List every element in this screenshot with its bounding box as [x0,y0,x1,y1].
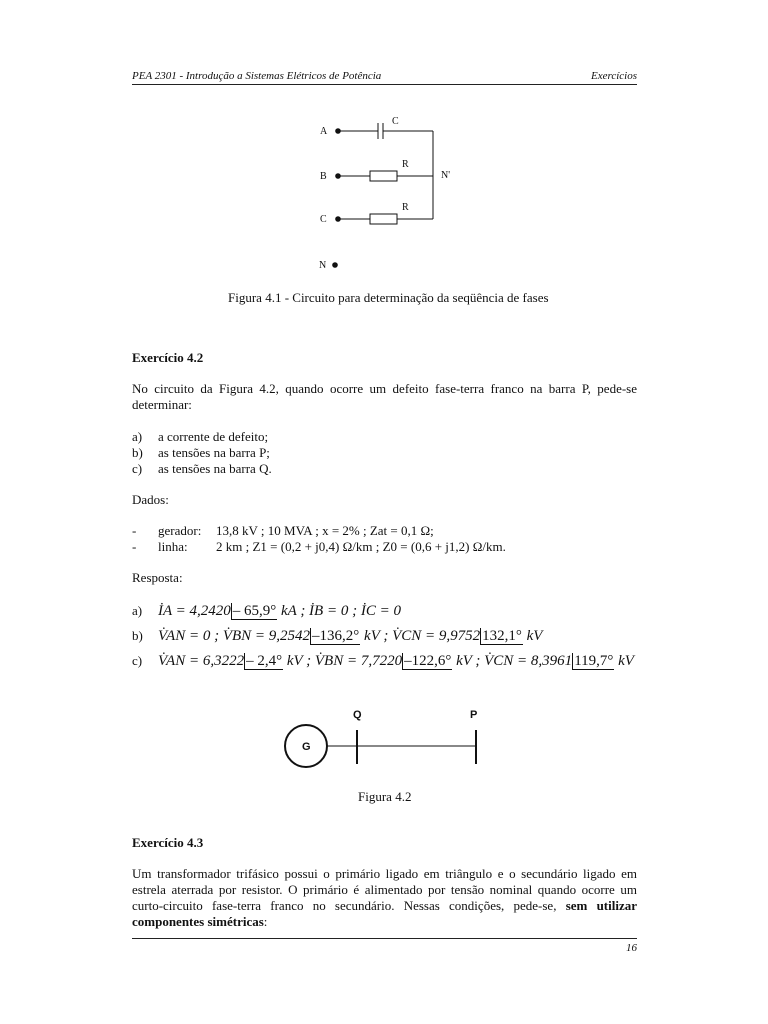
header-title: PEA 2301 - Introdução a Sistemas Elétricos de Potência [132,70,382,82]
list-item: b) as tensões na barra P; [132,445,270,460]
label-bus-q: Q [353,709,362,721]
resistor-c [370,214,397,224]
list-item: a) a corrente de defeito; [132,429,269,444]
label-bus-p: P [470,709,478,721]
dados-gerador: - gerador: 13,8 kV ; 10 MVA ; x = 2% ; Zat = 0,1 Ω; [132,523,434,538]
phasor-angle: –136,2° [312,628,360,644]
exercise-4-2-title: Exercício 4.2 [132,350,204,365]
exercise-4-3-line3: curto-circuito fase-terra franco no secundário. Nessas condições, pede-se, sem utilizar [132,898,638,913]
terminal-n [332,262,338,268]
exercise-4-3-title: Exercício 4.3 [132,835,204,850]
footer-rule [132,938,637,939]
header-rule [132,84,637,85]
exercise-4-2-intro-line2: determinar: [132,397,192,412]
terminal-b [335,173,341,179]
exercise-4-3-line2: estrela aterrada por resistor. O primário é alimentado por tensão nominal quando ocorre um [132,882,637,897]
page-number: 16 [626,942,637,954]
answer-c: c) V̇AN = 6,3222 – 2,4° kV ; V̇BN = 7,7220 –122,6° kV ; V̇CN = 8,3961 119,7° kV [132,653,634,669]
phasor-angle: – 2,4° [246,653,283,669]
terminal-a [335,128,341,134]
answer-a: a) İA = 4,2420 – 65,9° kA ; İB = 0 ; İC = 0 [132,603,401,619]
phasor-angle: – 65,9° [232,603,277,619]
label-c: C [320,214,327,225]
label-resistor-c: R [402,202,409,213]
terminal-c [335,216,341,222]
header-section: Exercícios [590,70,637,82]
figure-4-2-caption: Figura 4.2 [358,789,412,804]
figure-4-1-caption: Figura 4.1 - Circuito para determinação da seqüência de fases [228,290,549,305]
label-n: N [319,260,327,271]
dados-label: Dados: [132,492,169,507]
label-b: B [320,171,327,182]
label-resistor-b: R [402,159,409,170]
figure-4-1-circuit [300,108,480,278]
exercise-4-3-line1: Um transformador trifásico possui o primário ligado em triângulo e o secundário ligado em [132,866,637,881]
list-item: c) as tensões na barra Q. [132,461,272,476]
answer-b: b) V̇AN = 0 ; V̇BN = 9,2542 –136,2° kV ; V̇CN = 9,9752 132,1° kV [132,628,543,644]
phasor-angle: 119,7° [574,653,614,669]
label-capacitor: C [392,116,399,127]
dados-linha: - linha: 2 km ; Z1 = (0,2 + j0,4) Ω/km ; Z0 = (0,6 + j1,2) Ω/km. [132,539,506,554]
label-a: A [320,126,328,137]
exercise-4-2-intro-line1: No circuito da Figura 4.2, quando ocorre um defeito fase-terra franco na barra P, pede-se [132,381,637,396]
label-generator: G [302,741,311,753]
resistor-b [370,171,397,181]
figure-4-2-diagram [280,700,500,780]
phasor-angle: –122,6° [404,653,452,669]
label-n-prime: N' [441,170,451,181]
exercise-4-3-line4: componentes simétricas: [132,914,268,929]
resposta-label: Resposta: [132,570,183,585]
phasor-angle: 132,1° [482,628,522,644]
